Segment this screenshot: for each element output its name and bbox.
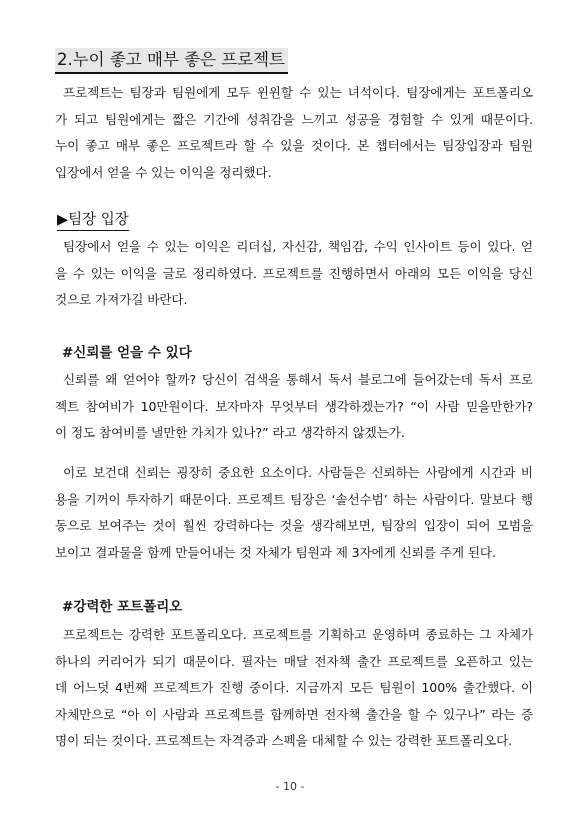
page-number: - 10 - bbox=[275, 780, 305, 793]
paragraph-line: 가 되고 팀원에게는 짧은 기간에 성취감을 느끼고 성공을 경험할 수 있게 때문이다. bbox=[55, 111, 533, 127]
intro-paragraph bbox=[55, 80, 533, 186]
paragraph-line: 이 정도 참여비를 낼만한 가치가 있나?” 라고 생각하지 않겠는가. bbox=[55, 425, 405, 441]
paragraph-line: 젝트 참여비가 10만원이다. 보자마자 무엇부터 생각하겠는가? “이 사람 믿을만한가? bbox=[55, 398, 533, 414]
trust-paragraph-1 bbox=[55, 367, 533, 447]
paragraph-line: 동으로 보여주는 것이 훨씬 강력하다는 것을 생각해보면, 팀장의 입장이 되어 모범을 bbox=[55, 518, 533, 534]
paragraph-line: 이로 보건대 신뢰는 굉장히 중요한 요소이다. 사람들은 신뢰하는 사람에게 시간과 비 bbox=[63, 465, 533, 480]
portfolio-paragraph bbox=[55, 622, 533, 755]
paragraph-line: 하나의 커리어가 되기 때문이다. 필자는 매달 전자책 출간 프로젝트를 오픈하고 있는 bbox=[55, 653, 533, 669]
portfolio-heading: #강력한 포트폴리오 bbox=[62, 599, 183, 615]
chapter-title: 2.누이 좋고 매부 좋은 프로젝트 bbox=[55, 48, 288, 74]
paragraph-line: 용을 기꺼이 투자하기 때문이다. 프로젝트 팀장은 ‘솔선수범’ 하는 사람이다. 말보다 행 bbox=[55, 491, 533, 507]
paragraph-line: 을 수 있는 이익을 글로 정리하였다. 프로젝트를 진행하면서 아래의 모든 이익을 당신 bbox=[55, 265, 533, 281]
paragraph-line: 것으로 가져가길 바란다. bbox=[55, 292, 188, 308]
paragraph-line: 보이고 결과물을 함께 만들어내는 것 자체가 팀원과 제 3자에게 신뢰를 주게 된다. bbox=[55, 544, 496, 560]
trust-paragraph-2 bbox=[55, 460, 533, 566]
paragraph-line: 데 어느덧 4번째 프로젝트가 진행 중이다. 지금까지 모든 팀원이 100% 출간했다. 이 bbox=[55, 680, 533, 696]
paragraph-line: 입장에서 얻을 수 있는 이익을 정리했다. bbox=[55, 164, 272, 180]
paragraph-line: 팀장에서 얻을 수 있는 이익은 리더십, 자신감, 책임감, 수익 인사이트 등이 있다. 얻 bbox=[63, 239, 533, 254]
paragraph-line: 자체만으로 “아 이 사람과 프로젝트를 함께하면 전자책 출간을 할 수 있구나” 라는 증 bbox=[55, 706, 533, 722]
section-paragraph bbox=[55, 234, 533, 314]
trust-heading: #신뢰를 얻을 수 있다 bbox=[62, 345, 192, 361]
paragraph-line: 신뢰를 왜 얻어야 할까? 당신이 검색을 통해서 독서 블로그에 들어갔는데 독서 프로 bbox=[63, 372, 533, 387]
paragraph-line: 프로젝트는 팀장과 팀원에게 모두 윈윈할 수 있는 녀석이다. 팀장에게는 포트폴리오 bbox=[63, 85, 533, 100]
paragraph-line: 프로젝트는 강력한 포트폴리오다. 프로젝트를 기획하고 운영하며 종료하는 그 자체가 bbox=[63, 627, 533, 642]
paragraph-line: 명이 되는 것이다. 프로젝트는 자격증과 스펙을 대체할 수 있는 강력한 포트폴리오다. bbox=[55, 733, 513, 749]
section-heading: ▶팀장 입장 bbox=[57, 210, 129, 231]
paragraph-line: 누이 좋고 매부 좋은 프로젝트라 할 수 있을 것이다. 본 챕터에서는 팀장입장과 팀원 bbox=[55, 138, 533, 154]
